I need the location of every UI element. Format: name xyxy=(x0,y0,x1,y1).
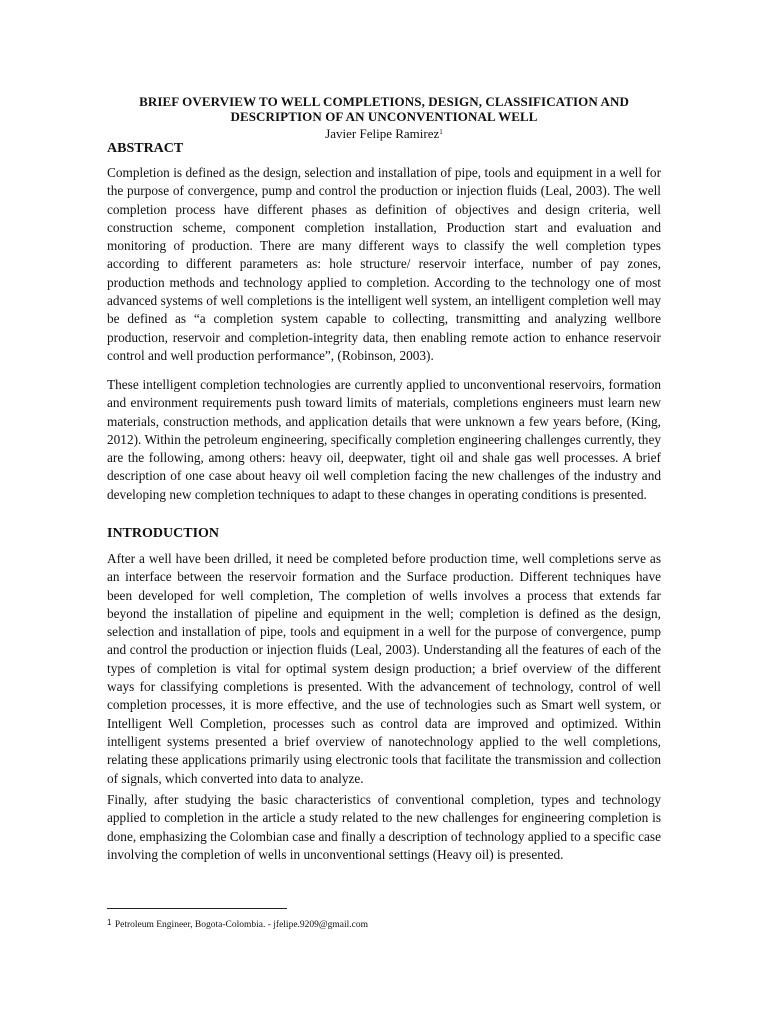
author-line xyxy=(80,126,688,141)
footnote xyxy=(107,919,667,931)
author-footnote-mark: 1 xyxy=(439,128,443,136)
footnote-divider xyxy=(107,908,287,909)
abstract-paragraph-2: These intelligent completion technologies are currently applied to unconventional reservoirs, formation and environment requirements push toward limits of materials, completions engineers must learn new materials, construction methods, and application details that were unknown a few years before, (King, 2012). Within the petroleum engineering, specifically completion engineering challenges currently, they are the following, among others: heavy oil, deepwater, tight oil and shale gas well processes. A brief description of one case about heavy oil well completion facing the new challenges of the industry and developing new completion techniques to adapt to these changes in operating conditions is presented. xyxy=(107,377,661,502)
title-line-1: BRIEF OVERVIEW TO WELL COMPLETIONS, DESIGN, CLASSIFICATION AND xyxy=(139,94,629,109)
introduction-heading: INTRODUCTION xyxy=(107,526,220,541)
abstract-paragraph-1: Completion is defined as the design, selection and installation of pipe, tools and equipment in a well for the purpose of convergence, pump and control the production or injection fluids (Leal, 2003). The well completion process have different phases as definition of objectives and design criteria, well construction scheme, component completion installation, Production start and evaluation and monitoring of production. There are many different ways to classify the well completion types according to different parameters as: hole structure/ reservoir interface, number of pay zones, production methods and technology applied to completion. According to the technology one of most advanced systems of well completions is the intelligent well system, an intelligent completion well may be defined as “a completion system capable to collecting, transmitting and analyzing wellbore production, reservoir and completion-integrity data, then enabling remote action to enhance reservoir control and well production performance”, (Robinson, 2003). xyxy=(107,165,661,363)
introduction-paragraph-1: After a well have been drilled, it need be completed before production time, well completions serve as an interface between the reservoir formation and the Surface production. Different techniques have been developed for well completion, The completion of wells involves a process that extends far beyond the installation of pipeline and equipment in the well; completion is defined as the design, selection and installation of pipe, tools and equipment in a well for the purpose of convergence, pump and control the production or injection fluids (Leal, 2003). Understanding all the features of each of the types of completion is vital for optimal system design production; a brief overview of the different ways for classifying completions is presented. With the advancement of technology, control of well completion processes, it is more effective, and the use of technologies such as Smart well system, or Intelligent Well Completion, processes such as control data are improved and optimized. Within intelligent systems presented a brief overview of nanotechnology applied to the well completions, relating these applications primarily using electronic tools that facilitate the transmission and collection of signals, which converted into data to analyze. xyxy=(107,551,661,786)
title-line-2: DESCRIPTION OF AN UNCONVENTIONAL WELL xyxy=(230,109,538,124)
introduction-paragraph-2: Finally, after studying the basic characteristics of conventional completion, types and technology applied to completion in the article a study related to the new challenges for engineering completion is done, emphasizing the Colombian case and finally a description of technology applied to a specific case involving the completion of wells in unconventional settings (Heavy oil) is presented. xyxy=(107,792,661,862)
paper-title xyxy=(80,94,688,124)
abstract-heading: ABSTRACT xyxy=(107,141,184,156)
footnote-mark: 1 xyxy=(107,918,112,927)
author-name: Javier Felipe Ramirez xyxy=(325,126,440,141)
footnote-text: Petroleum Engineer, Bogota-Colombia. - jfelipe.9209@gmail.com xyxy=(114,920,369,930)
